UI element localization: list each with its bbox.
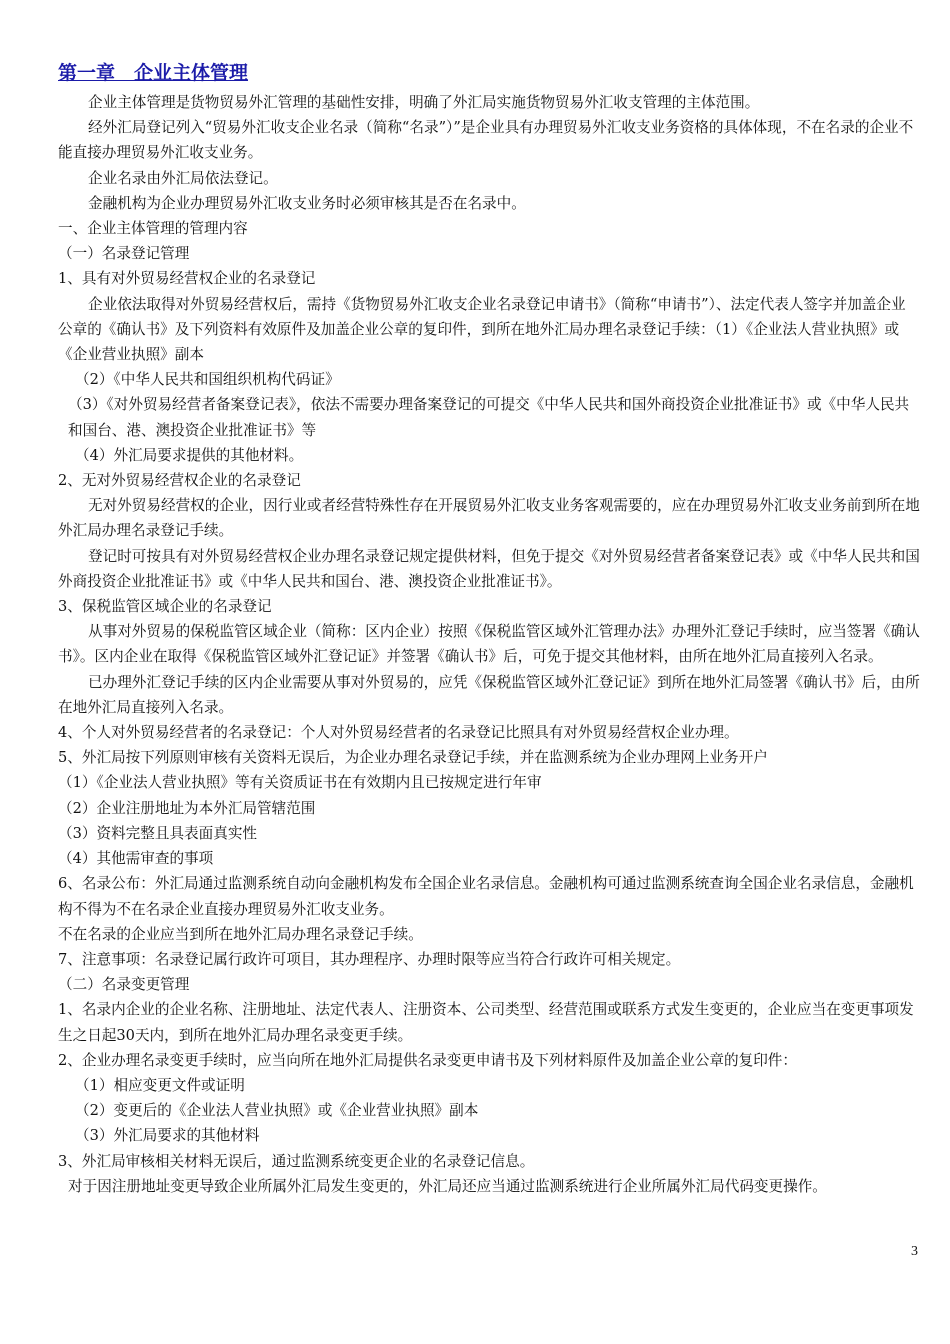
paragraph: （4）其他需审查的事项 xyxy=(58,850,214,868)
paragraph: 企业依法取得对外贸易经营权后，需持《货物贸易外汇收支企业名录登记申请书》（简称“申请书”）、法定代表人签字并加盖企业公章的《确认书》及下列资料有效原件及加盖企业公章的复印件，到所在地外汇局办理名录登记手续：（1）《企业法人营业执照》或《企业营业执照》副本 xyxy=(58,295,906,364)
paragraph: 1、名录内企业的企业名称、注册地址、法定代表人、注册资本、公司类型、经营范围或联系方式发生变更的，企业应当在变更事项发生之日起30天内，到所在地外汇局办理名录变更手续。 xyxy=(58,1001,914,1044)
paragraph: 一、企业主体管理的管理内容 xyxy=(58,220,248,238)
paragraph: 3、外汇局审核相关材料无误后，通过监测系统变更企业的名录登记信息。 xyxy=(58,1152,535,1170)
paragraph: （1）相应变更文件或证明 xyxy=(75,1076,245,1094)
document-page xyxy=(58,58,920,1199)
paragraph: 7、注意事项：名录登记属行政许可项目，其办理程序、办理时限等应当符合行政许可相关规定。 xyxy=(58,950,681,968)
paragraph: 1、具有对外贸易经营权企业的名录登记 xyxy=(58,270,316,288)
paragraph: （2）《中华人民共和国组织机构代码证》 xyxy=(75,371,340,389)
paragraph: 2、企业办理名录变更手续时，应当向所在地外汇局提供名录变更申请书及下列材料原件及加盖企业公章的复印件： xyxy=(58,1051,797,1069)
paragraph: 5、外汇局按下列原则审核有关资料无误后，为企业办理名录登记手续，并在监测系统为企业办理网上业务开户 xyxy=(58,749,768,767)
paragraph: 对于因注册地址变更导致企业所属外汇局发生变更的，外汇局还应当通过监测系统进行企业所属外汇局代码变更操作。 xyxy=(68,1177,827,1195)
paragraph: 6、名录公布：外汇局通过监测系统自动向金融机构发布全国企业名录信息。金融机构可通过监测系统查询全国企业名录信息，金融机构不得为不在名录企业直接办理贸易外汇收支业务。 xyxy=(58,875,914,918)
paragraph: 金融机构为企业办理贸易外汇收支业务时必须审核其是否在名录中。 xyxy=(88,194,526,212)
paragraph: （3）《对外贸易经营者备案登记表》，依法不需要办理备案登记的可提交《中华人民共和国外商投资企业批准证书》或《中华人民共和国台、港、澳投资企业批准证书》等 xyxy=(68,396,910,439)
paragraph: （一）名录登记管理 xyxy=(58,245,190,263)
paragraph: （3）资料完整且具表面真实性 xyxy=(58,824,258,842)
paragraph: 无对外贸易经营权的企业，因行业或者经营特殊性存在开展贸易外汇收支业务客观需要的，应在办理贸易外汇收支业务前到所在地外汇局办理名录登记手续。 xyxy=(58,497,920,540)
paragraph: 企业名录由外汇局依法登记。 xyxy=(88,169,278,187)
paragraph: （4）外汇局要求提供的其他材料。 xyxy=(75,446,304,464)
paragraph: 不在名录的企业应当到所在地外汇局办理名录登记手续。 xyxy=(58,925,423,943)
paragraph: 从事对外贸易的保税监管区域企业（简称：区内企业）按照《保税监管区域外汇管理办法》办理外汇登记手续时，应当签署《确认书》。区内企业在取得《保税监管区域外汇登记证》并签署《确认书》后，可免于提交其他材料，由所在地外汇局直接列入名录。 xyxy=(58,623,920,666)
paragraph: （2）变更后的《企业法人营业执照》或《企业营业执照》副本 xyxy=(75,1102,479,1120)
paragraph: 2、无对外贸易经营权企业的名录登记 xyxy=(58,472,301,490)
page-number: 3 xyxy=(911,1244,918,1259)
document-body xyxy=(58,90,920,1199)
paragraph: 登记时可按具有对外贸易经营权企业办理名录登记规定提供材料，但免于提交《对外贸易经营者备案登记表》或《中华人民共和国外商投资企业批准证书》或《中华人民共和国台、港、澳投资企业批准证书》。 xyxy=(58,547,920,590)
paragraph: （2）企业注册地址为本外汇局管辖范围 xyxy=(58,799,316,817)
paragraph: （二）名录变更管理 xyxy=(58,976,190,994)
paragraph: 4、个人对外贸易经营者的名录登记：个人对外贸易经营者的名录登记比照具有对外贸易经营权企业办理。 xyxy=(58,724,739,742)
chapter-title[interactable]: 第一章 企业主体管理 xyxy=(58,62,249,84)
paragraph: 已办理外汇登记手续的区内企业需要从事对外贸易的，应凭《保税监管区域外汇登记证》到所在地外汇局签署《确认书》后，由所在地外汇局直接列入名录。 xyxy=(58,673,920,716)
paragraph: 企业主体管理是货物贸易外汇管理的基础性安排，明确了外汇局实施货物贸易外汇收支管理的主体范围。 xyxy=(88,94,760,111)
paragraph: （3）外汇局要求的其他材料 xyxy=(75,1127,260,1145)
paragraph: （1）《企业法人营业执照》等有关资质证书在有效期内且已按规定进行年审 xyxy=(58,774,542,792)
paragraph: 3、保税监管区域企业的名录登记 xyxy=(58,598,272,616)
paragraph: 经外汇局登记列入“贸易外汇收支企业名录（简称“名录”）”是企业具有办理贸易外汇收支业务资格的具体体现，不在名录的企业不能直接办理贸易外汇收支业务。 xyxy=(58,119,914,162)
